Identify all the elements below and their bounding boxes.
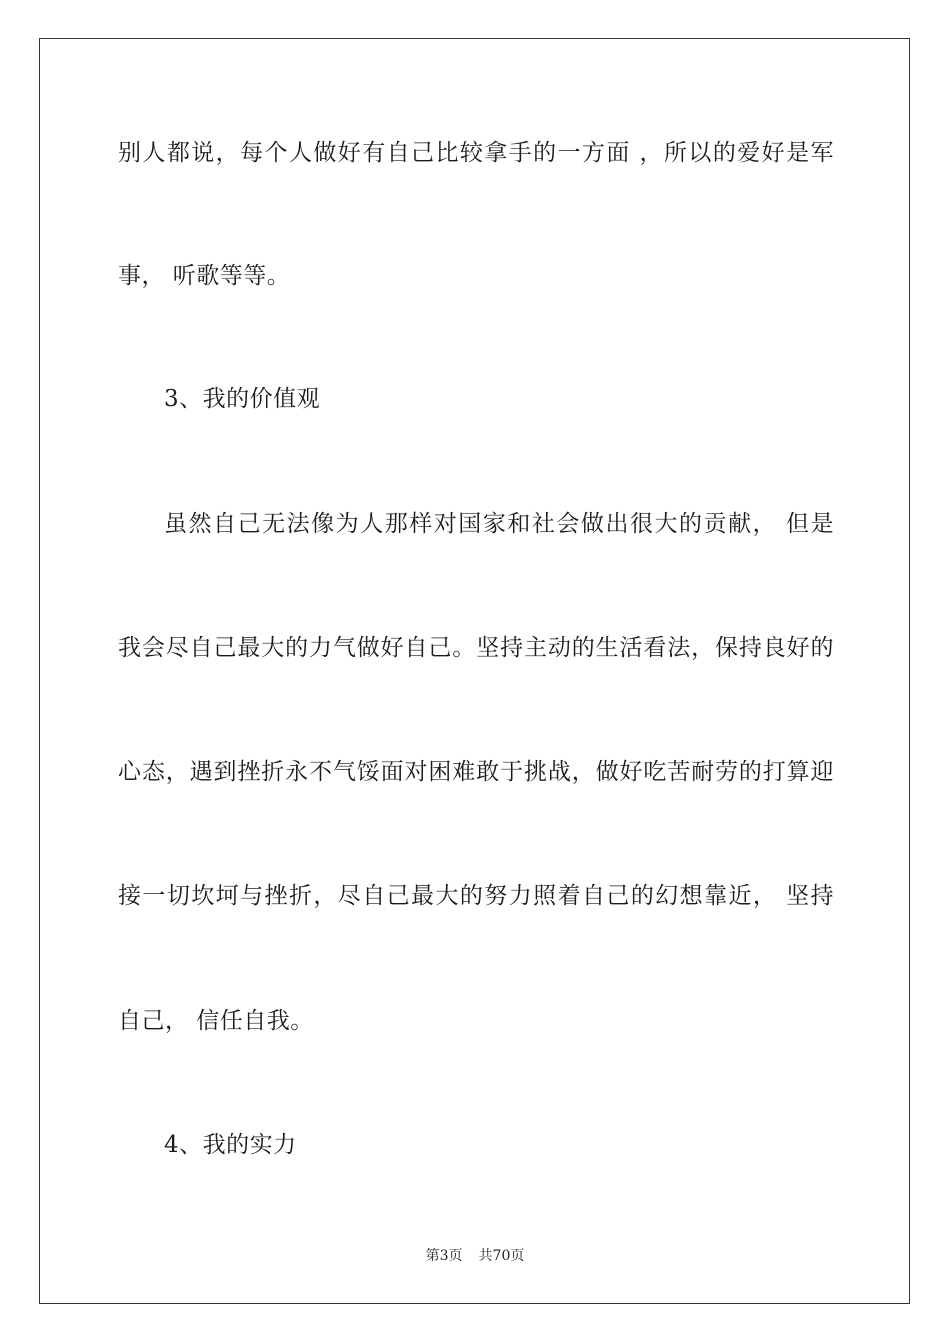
paragraph-line-7: 自己， 信任自我。	[118, 1008, 314, 1034]
paragraph-line-6: 接一切坎坷与挫折，尽自己最大的努力照着自己的幻想靠近， 坚持	[118, 883, 834, 909]
paragraph-line-3: 虽然自己无法像为人那样对国家和社会做出很大的贡献， 但是	[164, 511, 834, 537]
paragraph-line-2: 事， 听歌等等。	[118, 263, 291, 289]
section-heading-values: 3、我的价值观	[164, 386, 321, 412]
page-footer	[0, 1247, 950, 1265]
page-number: 第3页	[425, 1248, 463, 1264]
paragraph-line-4: 我会尽自己最大的力气做好自己。坚持主动的生活看法，保持良好的	[118, 635, 834, 661]
page-border	[39, 38, 910, 1304]
section-heading-ability: 4、我的实力	[164, 1132, 297, 1158]
paragraph-line-1: 别人都说，每个人做好有自己比较拿手的一方面 ，所以的爱好是军	[118, 140, 834, 166]
page-total: 共70页	[478, 1248, 525, 1264]
paragraph-line-5: 心态，遇到挫折永不气馁面对困难敢于挑战，做好吃苦耐劳的打算迎	[118, 759, 834, 785]
